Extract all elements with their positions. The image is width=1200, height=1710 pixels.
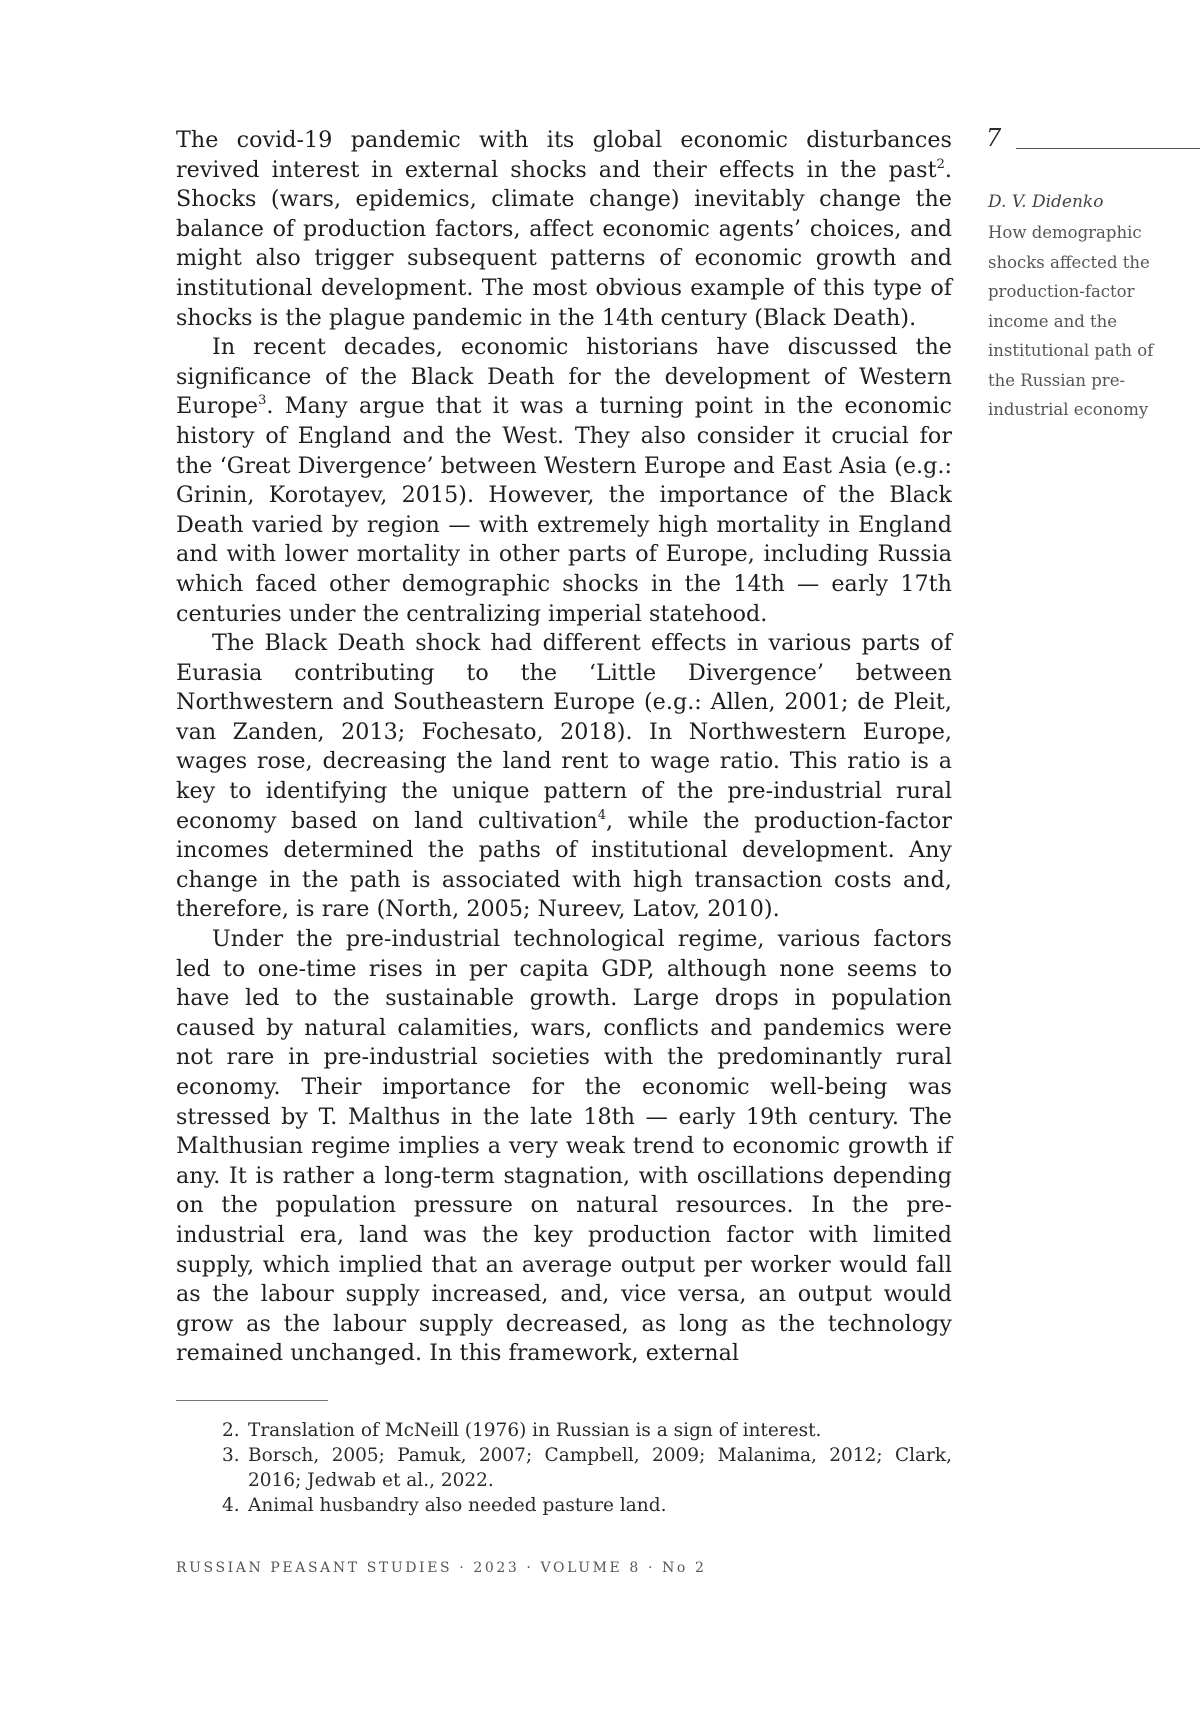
paragraph-text: The Black Death shock had different effects in various parts of Eurasia contributing to the ‘Little Divergence’ between Northwestern and Southeastern Europe (e.g.: Allen, 2001; de Pleit, van Zanden, 2013; Fochesato, 2018). In Northwestern Europe, wages rose, decreasing the land rent to wage ratio. This ratio is a key to identifying the unique pattern of the pre-industrial rural economy based on land cultivation [176,630,952,834]
footnote [222,1493,952,1518]
footnotes [222,1418,952,1518]
paragraph-text: Under the pre-industrial technological regime, various factors led to one-time rises in per capita GDP, although none seems to have led to the sustainable growth. Large drops in population caused by natural calamities, wars, conflicts and pandemics were not rare in pre-industrial societies with the predominantly rural economy. Their importance for the economic well-being was stressed by T. Malthus in the late 18th — early 19th century. The Malthusian regime implies a very weak trend to economic growth if any. It is rather a long-term stagnation, with oscillations depending on the population pressure on natural resources. In the pre-industrial era, land was the key production factor with limited supply, which implied that an average output per worker would fall as the labour supply increased, and, vice versa, an output would grow as the labour supply decreased, as long as the technology remained unchanged. In this framework, external [176,926,952,1367]
footnote-text: Animal husbandry also needed pasture land. [248,1495,667,1516]
paragraph-text: The covid-19 pandemic with its global economic disturbances revived interest in external shocks and their effects in the past [176,127,952,183]
paragraph [176,925,952,1369]
footnote [222,1443,952,1493]
paragraph-text: . Many argue that it was a turning point in the economic history of England and the West. They also consider it crucial for the ‘Great Divergence’ between Western Europe and East Asia (e.g.: Grinin, Korotayev, 2015). However, the importance of the Black Death varied by region — with extremely high mortality in England and with lower mortality in other parts of Europe, including Russia which faced other demographic shocks in the 14th — early 17th centuries under the centralizing imperial statehood. [176,393,952,627]
footnote-number: 4. [222,1495,240,1516]
footnote-text: Translation of McNeill (1976) in Russian is a sign of interest. [248,1420,822,1441]
paragraph [176,333,952,629]
paragraph-text: , while the production-factor incomes determined the paths of institutional development. Any change in the path is associated with high transaction costs and, therefore, is rare (North, 2005; Nureev, Latov, 2010). [176,807,953,923]
footnote-number: 2. [222,1420,240,1441]
footnote-text: Borsch, 2005; Pamuk, 2007; Campbell, 2009; Malanima, 2012; Clark, 2016; Jedwab et al., 2022. [248,1445,952,1491]
author-name: D. V. Didenko [988,192,1104,212]
main-text [176,126,952,1369]
sidebar-article-info [988,190,1158,425]
footnote-separator [176,1400,328,1401]
paragraph [176,126,952,333]
footnote [222,1418,952,1443]
footnote-ref[interactable]: 3 [258,393,267,409]
footnote-number: 3. [222,1445,240,1466]
running-footer: RUSSIAN PEASANT STUDIES · 2023 · VOLUME 8 · No 2 [176,1560,707,1576]
footnote-ref[interactable]: 2 [936,156,945,172]
article-title: How demographic shocks affected the production-factor income and the institutional path of the Russian pre-industrial economy [988,223,1154,419]
page-number: 7 [986,124,1002,152]
header-rule [1016,148,1200,149]
paragraph [176,629,952,925]
paragraph-text: . Shocks (wars, epidemics, climate change) inevitably change the balance of production factors, affect economic agents’ choices, and might also trigger subsequent patterns of economic growth and institutional development. The most obvious example of this type of shocks is the plague pandemic in the 14th century (Black Death). [176,156,952,331]
footnote-ref[interactable]: 4 [597,807,607,823]
paragraph-text: In recent decades, economic historians have discussed the significance of the Black Death for the development of Western Europe [176,334,952,420]
